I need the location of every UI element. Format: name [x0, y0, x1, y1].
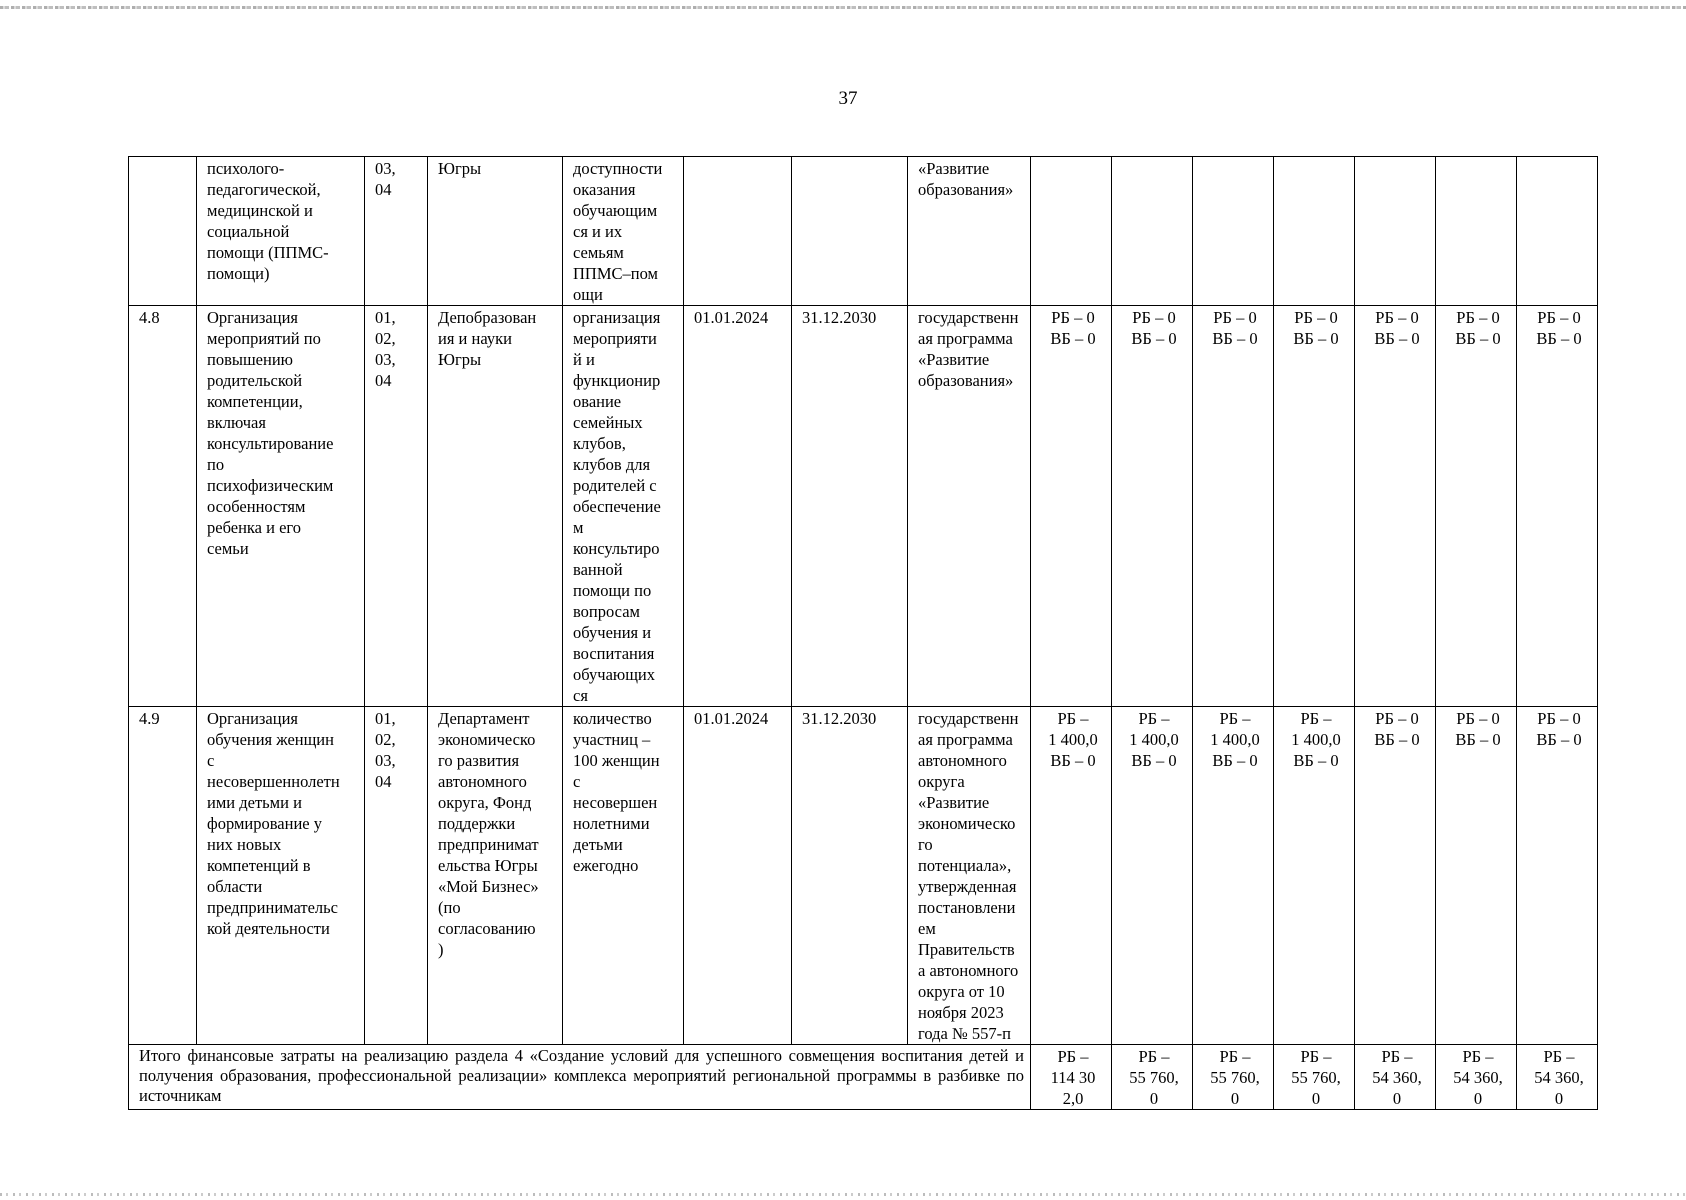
start-date: 01.01.2024: [684, 707, 792, 1045]
measure-name: [197, 306, 365, 707]
indicator: [563, 707, 684, 1045]
program-line: Правительств: [918, 940, 1015, 959]
program-line: потенциала»,: [918, 856, 1012, 875]
measure-name-line: консультирование: [207, 434, 334, 453]
row-number: [129, 157, 197, 306]
area-codes-line: 01,: [375, 709, 396, 728]
indicator-line: ся и их: [573, 222, 623, 241]
financing-year-cell: [1436, 157, 1517, 306]
measure-name-line: компетенций в: [207, 856, 311, 875]
table-row: [129, 157, 1598, 306]
financing-year-cell: РБ – 0 ВБ – 0: [1193, 306, 1274, 707]
area-codes: [365, 707, 428, 1045]
program-line: «Развитие: [918, 793, 990, 812]
executor-line: ): [438, 940, 444, 959]
measure-name-line: социальной: [207, 222, 290, 241]
area-codes-line: 04: [375, 371, 392, 390]
indicator-line: оказания: [573, 180, 636, 199]
area-codes-line: 02,: [375, 730, 396, 749]
measure-name-line: Организация: [207, 709, 299, 728]
indicator-line: ощи: [573, 285, 603, 304]
program-line: постановлени: [918, 898, 1016, 917]
start-date: [684, 157, 792, 306]
program-line: экономическо: [918, 814, 1016, 833]
total-label: Итого финансовые затраты на реализацию раздела 4 «Создание условий для успешного совмещения воспитания детей и получения образования, профессиональной реализации» комплекса мероприятий региональной программы в разбивке по источникам: [129, 1045, 1031, 1110]
executor-line: Югры: [438, 159, 482, 178]
indicator-line: й и: [573, 350, 595, 369]
measure-name-line: с: [207, 751, 215, 770]
measure-name-line: несовершеннолетн: [207, 772, 340, 791]
measure-name-line: них новых: [207, 835, 282, 854]
financing-year-cell: РБ – 0 ВБ – 0: [1436, 707, 1517, 1045]
total-financing-cell: РБ – 54 360, 0: [1355, 1045, 1436, 1110]
program-line: образования»: [918, 180, 1014, 199]
measure-name-line: по: [207, 455, 225, 474]
table-row: [129, 707, 1598, 1045]
measure-name-line: формирование у: [207, 814, 322, 833]
total-financing-cell: РБ – 54 360, 0: [1436, 1045, 1517, 1110]
total-financing-cell: РБ – 55 760, 0: [1112, 1045, 1193, 1110]
scan-artifact-bottom: [0, 1193, 1686, 1196]
row-number: 4.8: [129, 306, 197, 707]
financing-year-cell: РБ – 1 400,0 ВБ – 0: [1193, 707, 1274, 1045]
executor-line: предпринимат: [438, 835, 539, 854]
measure-name: [197, 157, 365, 306]
area-codes-line: 03,: [375, 159, 396, 178]
executor-line: экономическо: [438, 730, 536, 749]
indicator-line: родителей с: [573, 476, 657, 495]
total-financing-cell: РБ – 114 30 2,0: [1031, 1045, 1112, 1110]
measure-name-line: включая: [207, 413, 266, 432]
program-line: утвержденная: [918, 877, 1017, 896]
row-number: 4.9: [129, 707, 197, 1045]
program-line: округа: [918, 772, 965, 791]
program-line: автономного: [918, 751, 1007, 770]
executor-line: Департамент: [438, 709, 530, 728]
measure-name-line: помощи (ППМС-: [207, 243, 329, 262]
table-row: [129, 306, 1598, 707]
financing-year-cell: РБ – 1 400,0 ВБ – 0: [1031, 707, 1112, 1045]
indicator-line: обеспечение: [573, 497, 661, 516]
indicator-line: обучения и: [573, 623, 652, 642]
indicator-line: участниц –: [573, 730, 651, 749]
measure-name-line: предпринимательс: [207, 898, 338, 917]
measure-name-line: Организация: [207, 308, 299, 327]
financing-year-cell: РБ – 0 ВБ – 0: [1355, 306, 1436, 707]
indicator-line: ование: [573, 392, 622, 411]
indicator-line: семьям: [573, 243, 624, 262]
measure-name-line: мероприятий по: [207, 329, 321, 348]
indicator-line: функционир: [573, 371, 661, 390]
executor: [428, 306, 563, 707]
program-line: государственн: [918, 709, 1019, 728]
financing-year-cell: [1112, 157, 1193, 306]
financing-year-cell: [1193, 157, 1274, 306]
indicator: [563, 157, 684, 306]
area-codes-line: 04: [375, 180, 392, 199]
program-line: ем: [918, 919, 936, 938]
indicator-line: ППМС–пом: [573, 264, 658, 283]
financing-year-cell: РБ – 0 ВБ – 0: [1436, 306, 1517, 707]
indicator-line: ежегодно: [573, 856, 639, 875]
indicator-line: доступности: [573, 159, 663, 178]
program-line: года № 557-п: [918, 1024, 1011, 1043]
measure-name: [197, 707, 365, 1045]
financing-year-cell: РБ – 0 ВБ – 0: [1355, 707, 1436, 1045]
measure-name-line: ребенка и его: [207, 518, 302, 537]
executor-line: го развития: [438, 751, 520, 770]
measure-name-line: родительской: [207, 371, 303, 390]
indicator-line: воспитания: [573, 644, 655, 663]
executor-line: ельства Югры: [438, 856, 538, 875]
area-codes-line: 01,: [375, 308, 396, 327]
measure-name-line: особенностям: [207, 497, 306, 516]
indicator-line: количество: [573, 709, 652, 728]
indicator-line: клубов,: [573, 434, 626, 453]
measure-name-line: области: [207, 877, 263, 896]
financing-year-cell: РБ – 0 ВБ – 0: [1517, 707, 1598, 1045]
indicator-line: несовершен: [573, 793, 658, 812]
executor-line: ия и науки: [438, 329, 512, 348]
financing-year-cell: РБ – 0 ВБ – 0: [1274, 306, 1355, 707]
indicator-line: консультиро: [573, 539, 660, 558]
program-line: ая программа: [918, 329, 1013, 348]
indicator-line: семейных: [573, 413, 643, 432]
measure-name-line: ими детьми и: [207, 793, 302, 812]
indicator-line: нолетними: [573, 814, 650, 833]
scan-artifact-top: [0, 6, 1686, 9]
executor-line: автономного: [438, 772, 527, 791]
area-codes-line: 04: [375, 772, 392, 791]
page-number: 37: [838, 88, 858, 109]
measure-name-line: семьи: [207, 539, 249, 558]
indicator-line: клубов для: [573, 455, 651, 474]
financing-year-cell: РБ – 0 ВБ – 0: [1031, 306, 1112, 707]
program-line: округа от 10: [918, 982, 1005, 1001]
area-codes-line: 02,: [375, 329, 396, 348]
executor-line: согласованию: [438, 919, 536, 938]
program: [908, 157, 1031, 306]
indicator-line: помощи по: [573, 581, 652, 600]
financing-year-cell: [1517, 157, 1598, 306]
measure-name-line: компетенции,: [207, 392, 303, 411]
program-line: образования»: [918, 371, 1014, 390]
financing-year-cell: РБ – 0 ВБ – 0: [1517, 306, 1598, 707]
area-codes: [365, 306, 428, 707]
measure-name-line: медицинской и: [207, 201, 313, 220]
end-date: [792, 157, 908, 306]
end-date: 31.12.2030: [792, 707, 908, 1045]
measure-name-line: кой деятельности: [207, 919, 330, 938]
executor: [428, 707, 563, 1045]
end-date: 31.12.2030: [792, 306, 908, 707]
program-line: государственн: [918, 308, 1019, 327]
program: [908, 306, 1031, 707]
indicator-line: организация: [573, 308, 661, 327]
indicator-line: ся: [573, 686, 588, 705]
program: [908, 707, 1031, 1045]
financing-year-cell: [1031, 157, 1112, 306]
area-codes: [365, 157, 428, 306]
executor-line: «Мой Бизнес»: [438, 877, 539, 896]
financing-year-cell: [1274, 157, 1355, 306]
executor-line: Югры: [438, 350, 482, 369]
area-codes-line: 03,: [375, 751, 396, 770]
total-financing-cell: РБ – 55 760, 0: [1274, 1045, 1355, 1110]
program-line: а автономного: [918, 961, 1019, 980]
executor-line: (по: [438, 898, 461, 917]
measure-name-line: обучения женщин: [207, 730, 334, 749]
measure-name-line: помощи): [207, 264, 270, 283]
program-line: ноября 2023: [918, 1003, 1004, 1022]
indicator-line: мероприяти: [573, 329, 657, 348]
measure-name-line: повышению: [207, 350, 293, 369]
indicator-line: 100 женщин: [573, 751, 660, 770]
indicator-line: обучающих: [573, 665, 656, 684]
program-line: го: [918, 835, 933, 854]
indicator-line: м: [573, 518, 584, 537]
financing-year-cell: РБ – 0 ВБ – 0: [1112, 306, 1193, 707]
executor-line: поддержки: [438, 814, 516, 833]
indicator-line: обучающим: [573, 201, 658, 220]
financing-year-cell: РБ – 1 400,0 ВБ – 0: [1112, 707, 1193, 1045]
executor-line: Депобразован: [438, 308, 537, 327]
program-line: ая программа: [918, 730, 1013, 749]
indicator-line: с: [573, 772, 581, 791]
total-row: [129, 1045, 1598, 1110]
measure-name-line: педагогической,: [207, 180, 321, 199]
indicator: [563, 306, 684, 707]
program-line: «Развитие: [918, 159, 990, 178]
total-financing-cell: РБ – 55 760, 0: [1193, 1045, 1274, 1110]
start-date: 01.01.2024: [684, 306, 792, 707]
program-line: «Развитие: [918, 350, 990, 369]
indicator-line: вопросам: [573, 602, 640, 621]
measures-table: [128, 156, 1598, 1110]
executor-line: округа, Фонд: [438, 793, 532, 812]
total-financing-cell: РБ – 54 360, 0: [1517, 1045, 1598, 1110]
financing-year-cell: РБ – 1 400,0 ВБ – 0: [1274, 707, 1355, 1045]
area-codes-line: 03,: [375, 350, 396, 369]
executor: [428, 157, 563, 306]
financing-year-cell: [1355, 157, 1436, 306]
measure-name-line: психолого-: [207, 159, 285, 178]
indicator-line: ванной: [573, 560, 623, 579]
indicator-line: детьми: [573, 835, 623, 854]
measure-name-line: психофизическим: [207, 476, 334, 495]
